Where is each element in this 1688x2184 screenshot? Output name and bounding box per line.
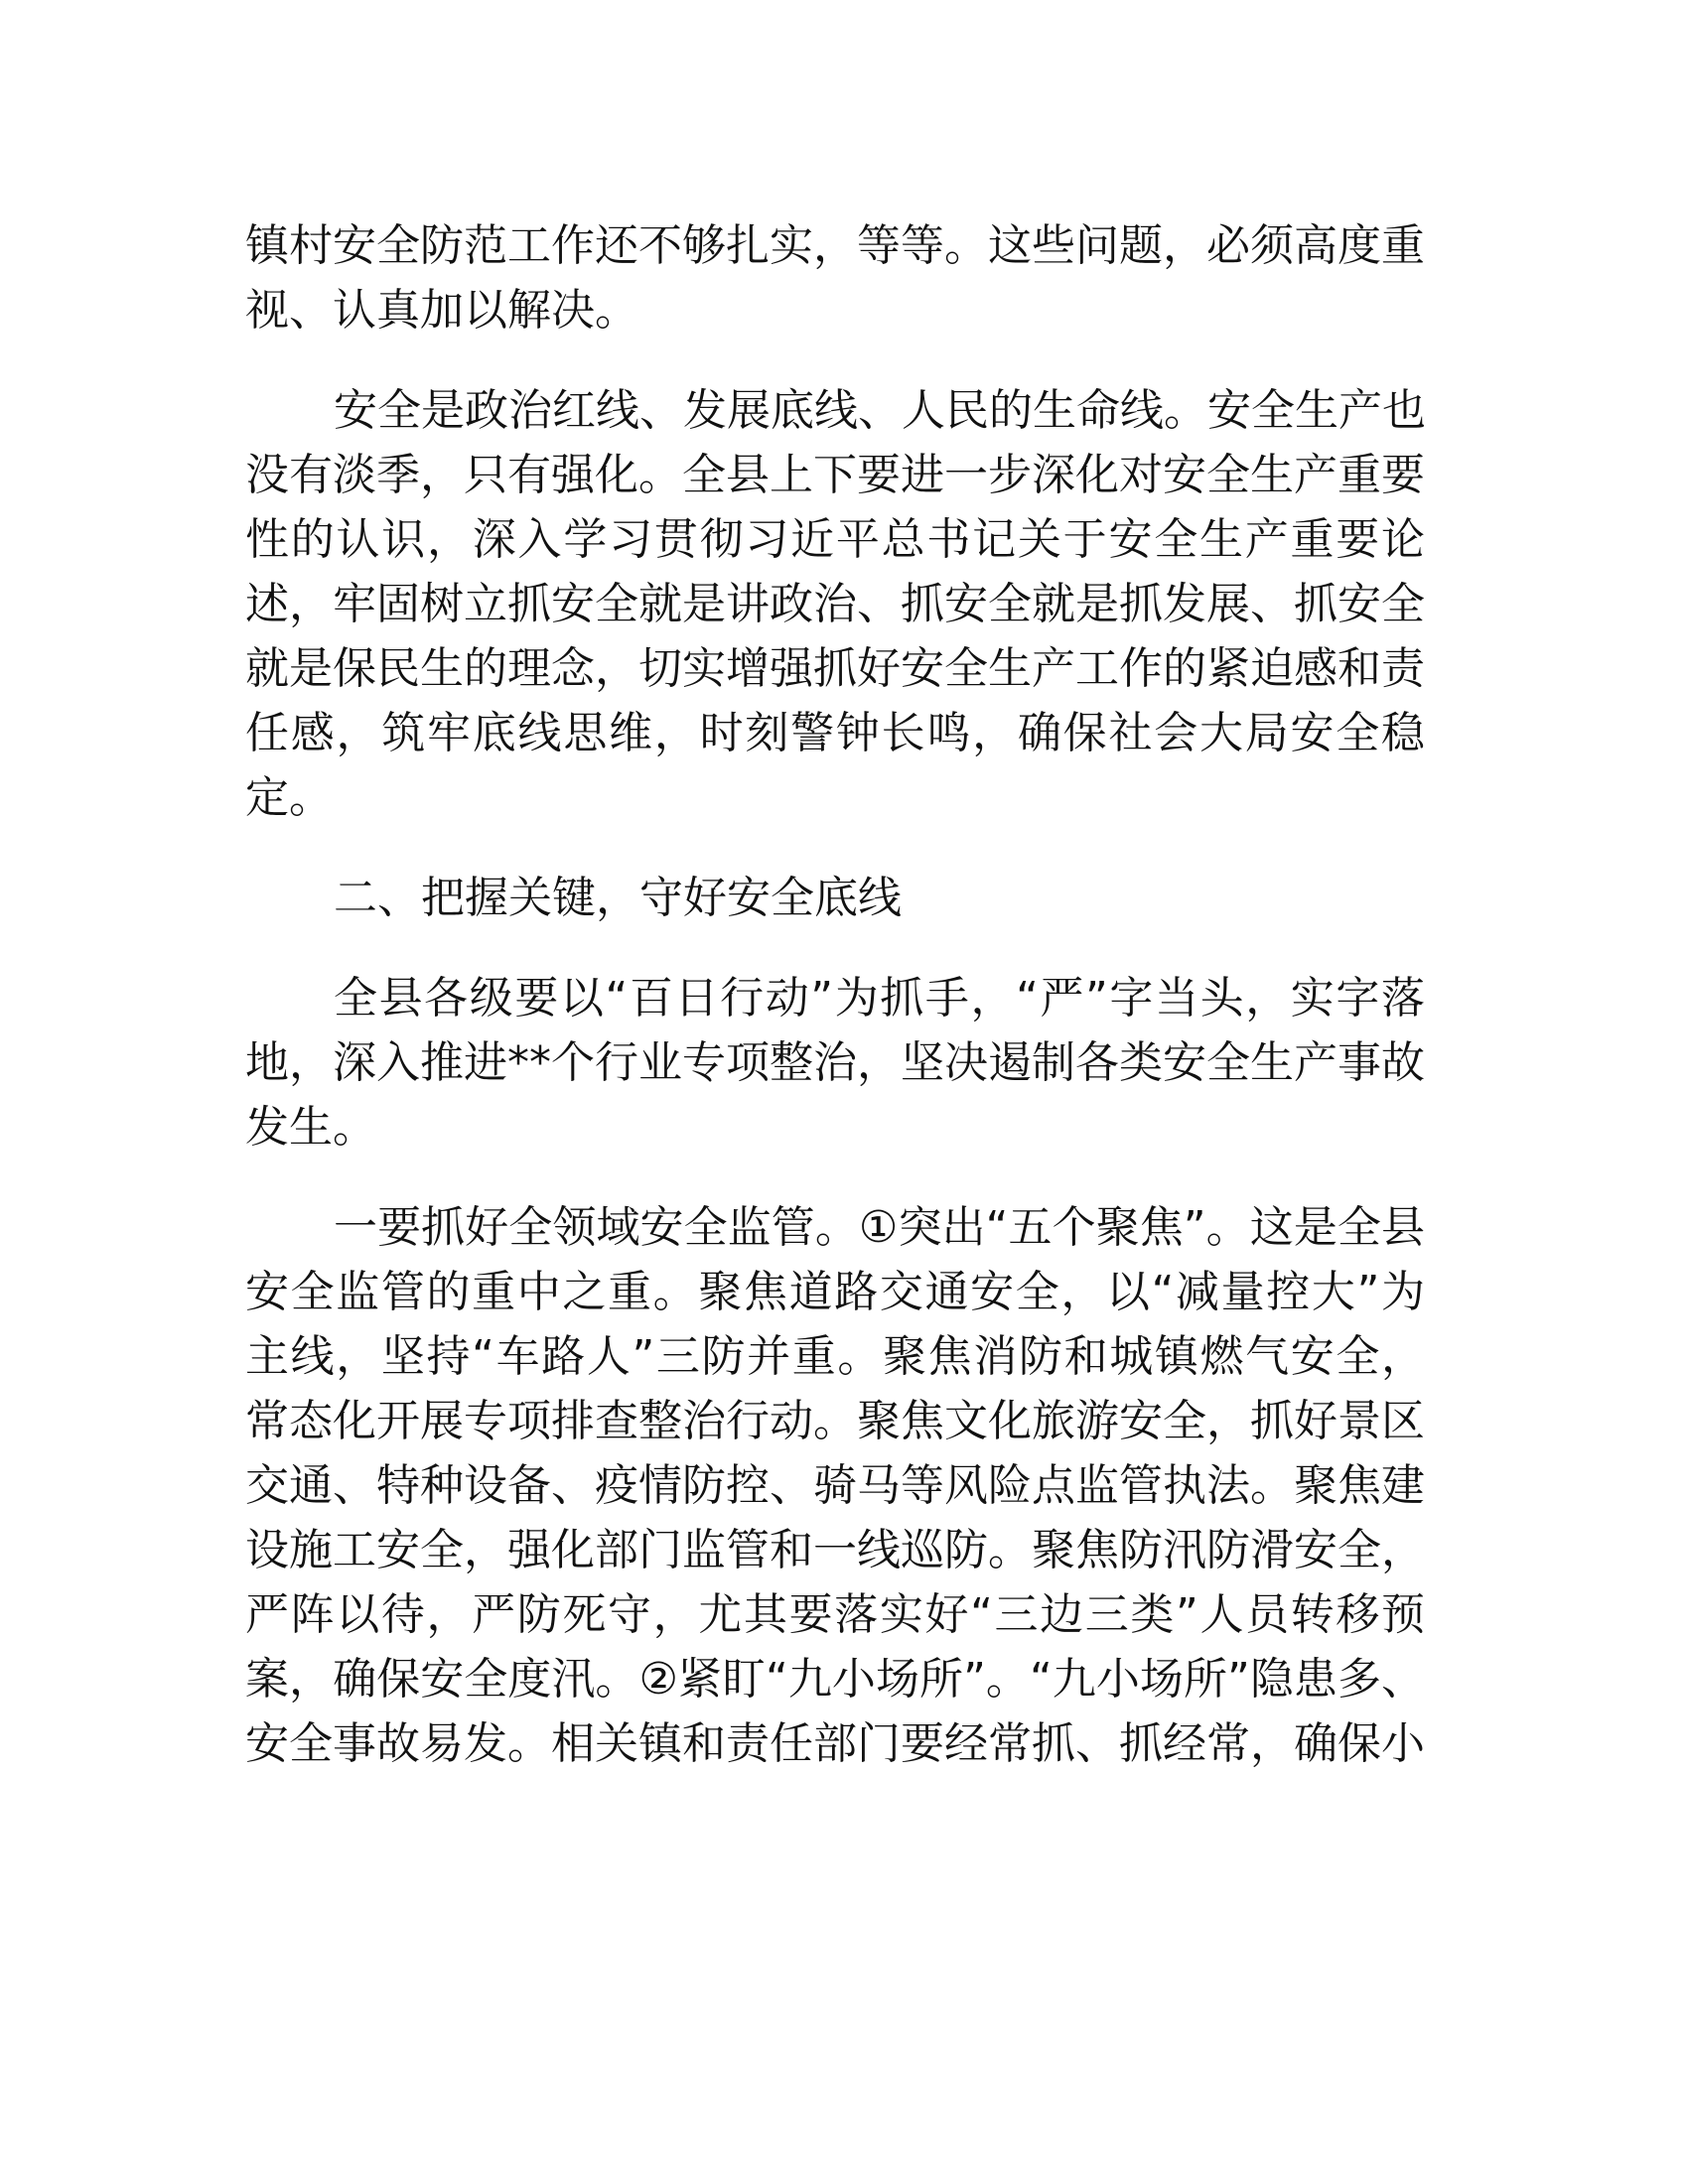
section-heading (245, 866, 1425, 930)
text-line: 地，深入推进**个行业专项整治，坚决遏制各类安全生产事故 (245, 1037, 1425, 1088)
text-line: 设施工安全，强化部门监管和一线巡防。聚焦防汛防滑安全， (245, 1525, 1425, 1575)
text-line: 主线，坚持“车路人”三防并重。聚焦消防和城镇燃气安全， (245, 1331, 1425, 1382)
text-line: 性的认识，深入学习贯彻习近平总书记关于安全生产重要论 (245, 514, 1425, 565)
paragraph (245, 966, 1425, 1160)
text-line: 安全监管的重中之重。聚焦道路交通安全，以“减量控大”为 (245, 1267, 1425, 1317)
text-line: 发生。 (245, 1102, 376, 1153)
paragraph (245, 213, 1425, 342)
text-line: 二、把握关键，守好安全底线 (334, 873, 902, 923)
text-line: 全县各级要以“百日行动”为抓手，“严”字当头，实字落 (334, 973, 1425, 1024)
document-page (245, 213, 1425, 1812)
text-line: 一要抓好全领域安全监管。①突出“五个聚焦”。这是全县 (334, 1202, 1425, 1253)
text-line: 没有淡季，只有强化。全县上下要进一步深化对安全生产重要 (245, 450, 1425, 500)
text-line: 镇村安全防范工作还不够扎实，等等。这些问题，必须高度重 (245, 220, 1425, 271)
text-line: 定。 (245, 772, 333, 823)
paragraph (245, 378, 1425, 830)
text-line: 安全事故易发。相关镇和责任部门要经常抓、抓经常，确保小 (245, 1718, 1425, 1769)
paragraph (245, 1195, 1425, 1776)
text-line: 安全是政治红线、发展底线、人民的生命线。安全生产也 (334, 385, 1426, 436)
text-line: 就是保民生的理念，切实增强抓好安全生产工作的紧迫感和责 (245, 643, 1425, 694)
text-line: 严阵以待，严防死守，尤其要落实好“三边三类”人员转移预 (245, 1589, 1425, 1640)
text-line: 案，确保安全度汛。②紧盯“九小场所”。“九小场所”隐患多、 (245, 1654, 1425, 1705)
text-line: 任感，筑牢底线思维，时刻警钟长鸣，确保社会大局安全稳 (245, 708, 1425, 758)
text-line: 述，牢固树立抓安全就是讲政治、抓安全就是抓发展、抓安全 (245, 579, 1425, 629)
text-line: 交通、特种设备、疫情防控、骑马等风险点监管执法。聚焦建 (245, 1460, 1425, 1511)
text-line: 视、认真加以解决。 (245, 285, 638, 336)
text-line: 常态化开展专项排查整治行动。聚焦文化旅游安全，抓好景区 (245, 1396, 1425, 1446)
